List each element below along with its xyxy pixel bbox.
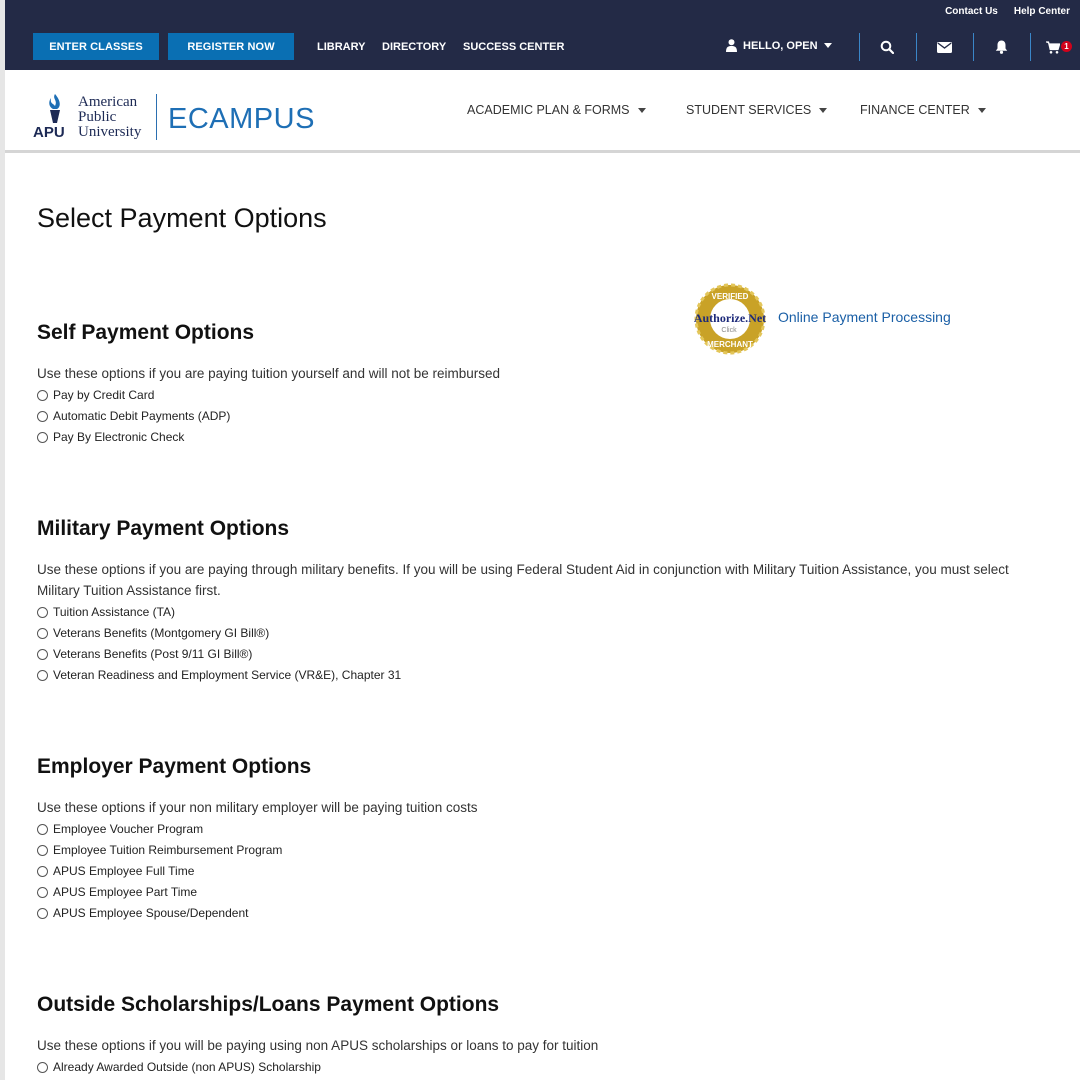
logo-line-american: American (78, 94, 138, 110)
chevron-down-icon (978, 108, 986, 113)
search-icon (880, 40, 894, 54)
option-vre-chapter-31[interactable] (37, 668, 401, 682)
badge-verified-text: VERIFIED (711, 292, 749, 301)
envelope-icon (937, 42, 952, 53)
radio-button[interactable] (37, 670, 48, 681)
contact-us-link[interactable]: Contact Us (945, 6, 998, 17)
chevron-down-icon (638, 108, 646, 113)
radio-button[interactable] (37, 649, 48, 660)
radio-button[interactable] (37, 390, 48, 401)
menu-label: STUDENT SERVICES (686, 103, 812, 117)
left-edge-strip (0, 0, 5, 1080)
radio-button[interactable] (37, 845, 48, 856)
cart-button[interactable] (1045, 37, 1073, 57)
menu-academic-plan[interactable] (467, 103, 646, 117)
user-greeting: HELLO, OPEN (743, 39, 818, 52)
radio-button[interactable] (37, 628, 48, 639)
radio-button[interactable] (37, 607, 48, 618)
register-now-button[interactable]: REGISTER NOW (168, 33, 294, 60)
option-label: Veteran Readiness and Employment Service (VR&E), Chapter 31 (53, 668, 402, 682)
messages-button[interactable] (934, 37, 954, 57)
logo-line-public: Public (78, 109, 117, 125)
military-payment-desc: Use these options if you are paying through military benefits. If you will be using Federal Student Aid in conjunction with Military Tuition Assistance, you must select Military Tuition Assistance first. (37, 562, 1009, 598)
option-electronic-check[interactable] (37, 430, 184, 444)
directory-link[interactable]: DIRECTORY (382, 41, 447, 53)
nav-divider (916, 33, 917, 61)
utility-bar (5, 0, 1080, 24)
logo-divider (156, 94, 157, 140)
utility-links (945, 6, 1070, 17)
badge-brand-text: Authorize.Net (694, 311, 766, 325)
logo-line-university: University (78, 124, 142, 140)
option-label: APUS Employee Full Time (53, 864, 195, 878)
badge-click-text: Click (721, 327, 737, 334)
option-apus-employee-part-time[interactable] (37, 885, 197, 899)
success-center-link[interactable]: SUCCESS CENTER (463, 41, 565, 53)
site-header (5, 70, 1080, 153)
menu-finance-center[interactable] (860, 103, 986, 117)
self-payment-desc: Use these options if you are paying tuition yourself and will not be reimbursed (37, 366, 501, 381)
option-label: Veterans Benefits (Post 9/11 GI Bill®) (53, 647, 253, 661)
option-apus-employee-spouse[interactable] (37, 906, 248, 920)
outside-scholarships-desc: Use these options if you will be paying using non APUS scholarships or loans to pay for tuition (37, 1038, 599, 1053)
user-menu[interactable] (726, 39, 832, 52)
user-icon (726, 39, 737, 52)
page-title: Select Payment Options (37, 203, 327, 233)
radio-button[interactable] (37, 411, 48, 422)
option-label: Automatic Debit Payments (ADP) (53, 409, 231, 423)
option-tuition-assistance[interactable] (37, 605, 175, 619)
option-label: APUS Employee Spouse/Dependent (53, 906, 249, 920)
option-employee-voucher[interactable] (37, 822, 203, 836)
menu-student-services[interactable] (686, 103, 827, 117)
option-employee-tuition-reimbursement[interactable] (37, 843, 282, 857)
self-payment-title: Self Payment Options (37, 321, 255, 344)
radio-button[interactable] (37, 908, 48, 919)
menu-label: ACADEMIC PLAN & FORMS (467, 103, 630, 117)
cart-count-badge: 1 (1061, 41, 1072, 52)
logo-abbr: APU (33, 124, 65, 141)
main-nav-bar (5, 24, 1080, 70)
employer-payment-title: Employer Payment Options (37, 755, 312, 778)
radio-button[interactable] (37, 824, 48, 835)
option-label: APUS Employee Part Time (53, 885, 198, 899)
bell-icon (995, 40, 1008, 54)
shopping-cart-icon (1046, 41, 1060, 54)
help-center-link[interactable]: Help Center (1013, 6, 1070, 17)
nav-divider (859, 33, 860, 61)
library-link[interactable]: LIBRARY (317, 41, 366, 53)
nav-divider (973, 33, 974, 61)
option-label: Pay By Electronic Check (53, 430, 185, 444)
option-label: Tuition Assistance (TA) (53, 605, 176, 619)
menu-label: FINANCE CENTER (860, 103, 970, 117)
radio-button[interactable] (37, 866, 48, 877)
option-label: Employee Voucher Program (53, 822, 204, 836)
option-montgomery-gi-bill[interactable] (37, 626, 269, 640)
badge-merchant-text: MERCHANT (707, 340, 753, 349)
employer-payment-desc: Use these options if your non military employer will be paying tuition costs (37, 800, 478, 815)
option-pay-by-credit-card[interactable] (37, 388, 154, 402)
notifications-button[interactable] (991, 37, 1011, 57)
military-payment-title: Military Payment Options (37, 517, 290, 540)
search-button[interactable] (877, 37, 897, 57)
enter-classes-button[interactable]: ENTER CLASSES (33, 33, 159, 60)
radio-button[interactable] (37, 887, 48, 898)
option-outside-scholarship[interactable] (37, 1060, 321, 1074)
authorize-net-badge[interactable] (694, 283, 766, 355)
option-label: Veterans Benefits (Montgomery GI Bill®) (53, 626, 270, 640)
option-automatic-debit[interactable] (37, 409, 230, 423)
chevron-down-icon (824, 43, 832, 48)
option-post-911-gi-bill[interactable] (37, 647, 252, 661)
online-payment-processing-label: Online Payment Processing (778, 309, 951, 325)
option-label: Already Awarded Outside (non APUS) Scholarship (53, 1060, 321, 1074)
ecampus-title[interactable]: ECAMPUS (168, 103, 315, 135)
outside-scholarships-title: Outside Scholarships/Loans Payment Options (37, 993, 500, 1016)
option-label: Employee Tuition Reimbursement Program (53, 843, 283, 857)
verified-merchant-seal-icon (694, 283, 766, 355)
chevron-down-icon (819, 108, 827, 113)
nav-divider (1030, 33, 1031, 61)
torch-icon (44, 94, 66, 124)
option-apus-employee-full-time[interactable] (37, 864, 194, 878)
radio-button[interactable] (37, 432, 48, 443)
radio-button[interactable] (37, 1062, 48, 1073)
option-label: Pay by Credit Card (53, 388, 155, 402)
